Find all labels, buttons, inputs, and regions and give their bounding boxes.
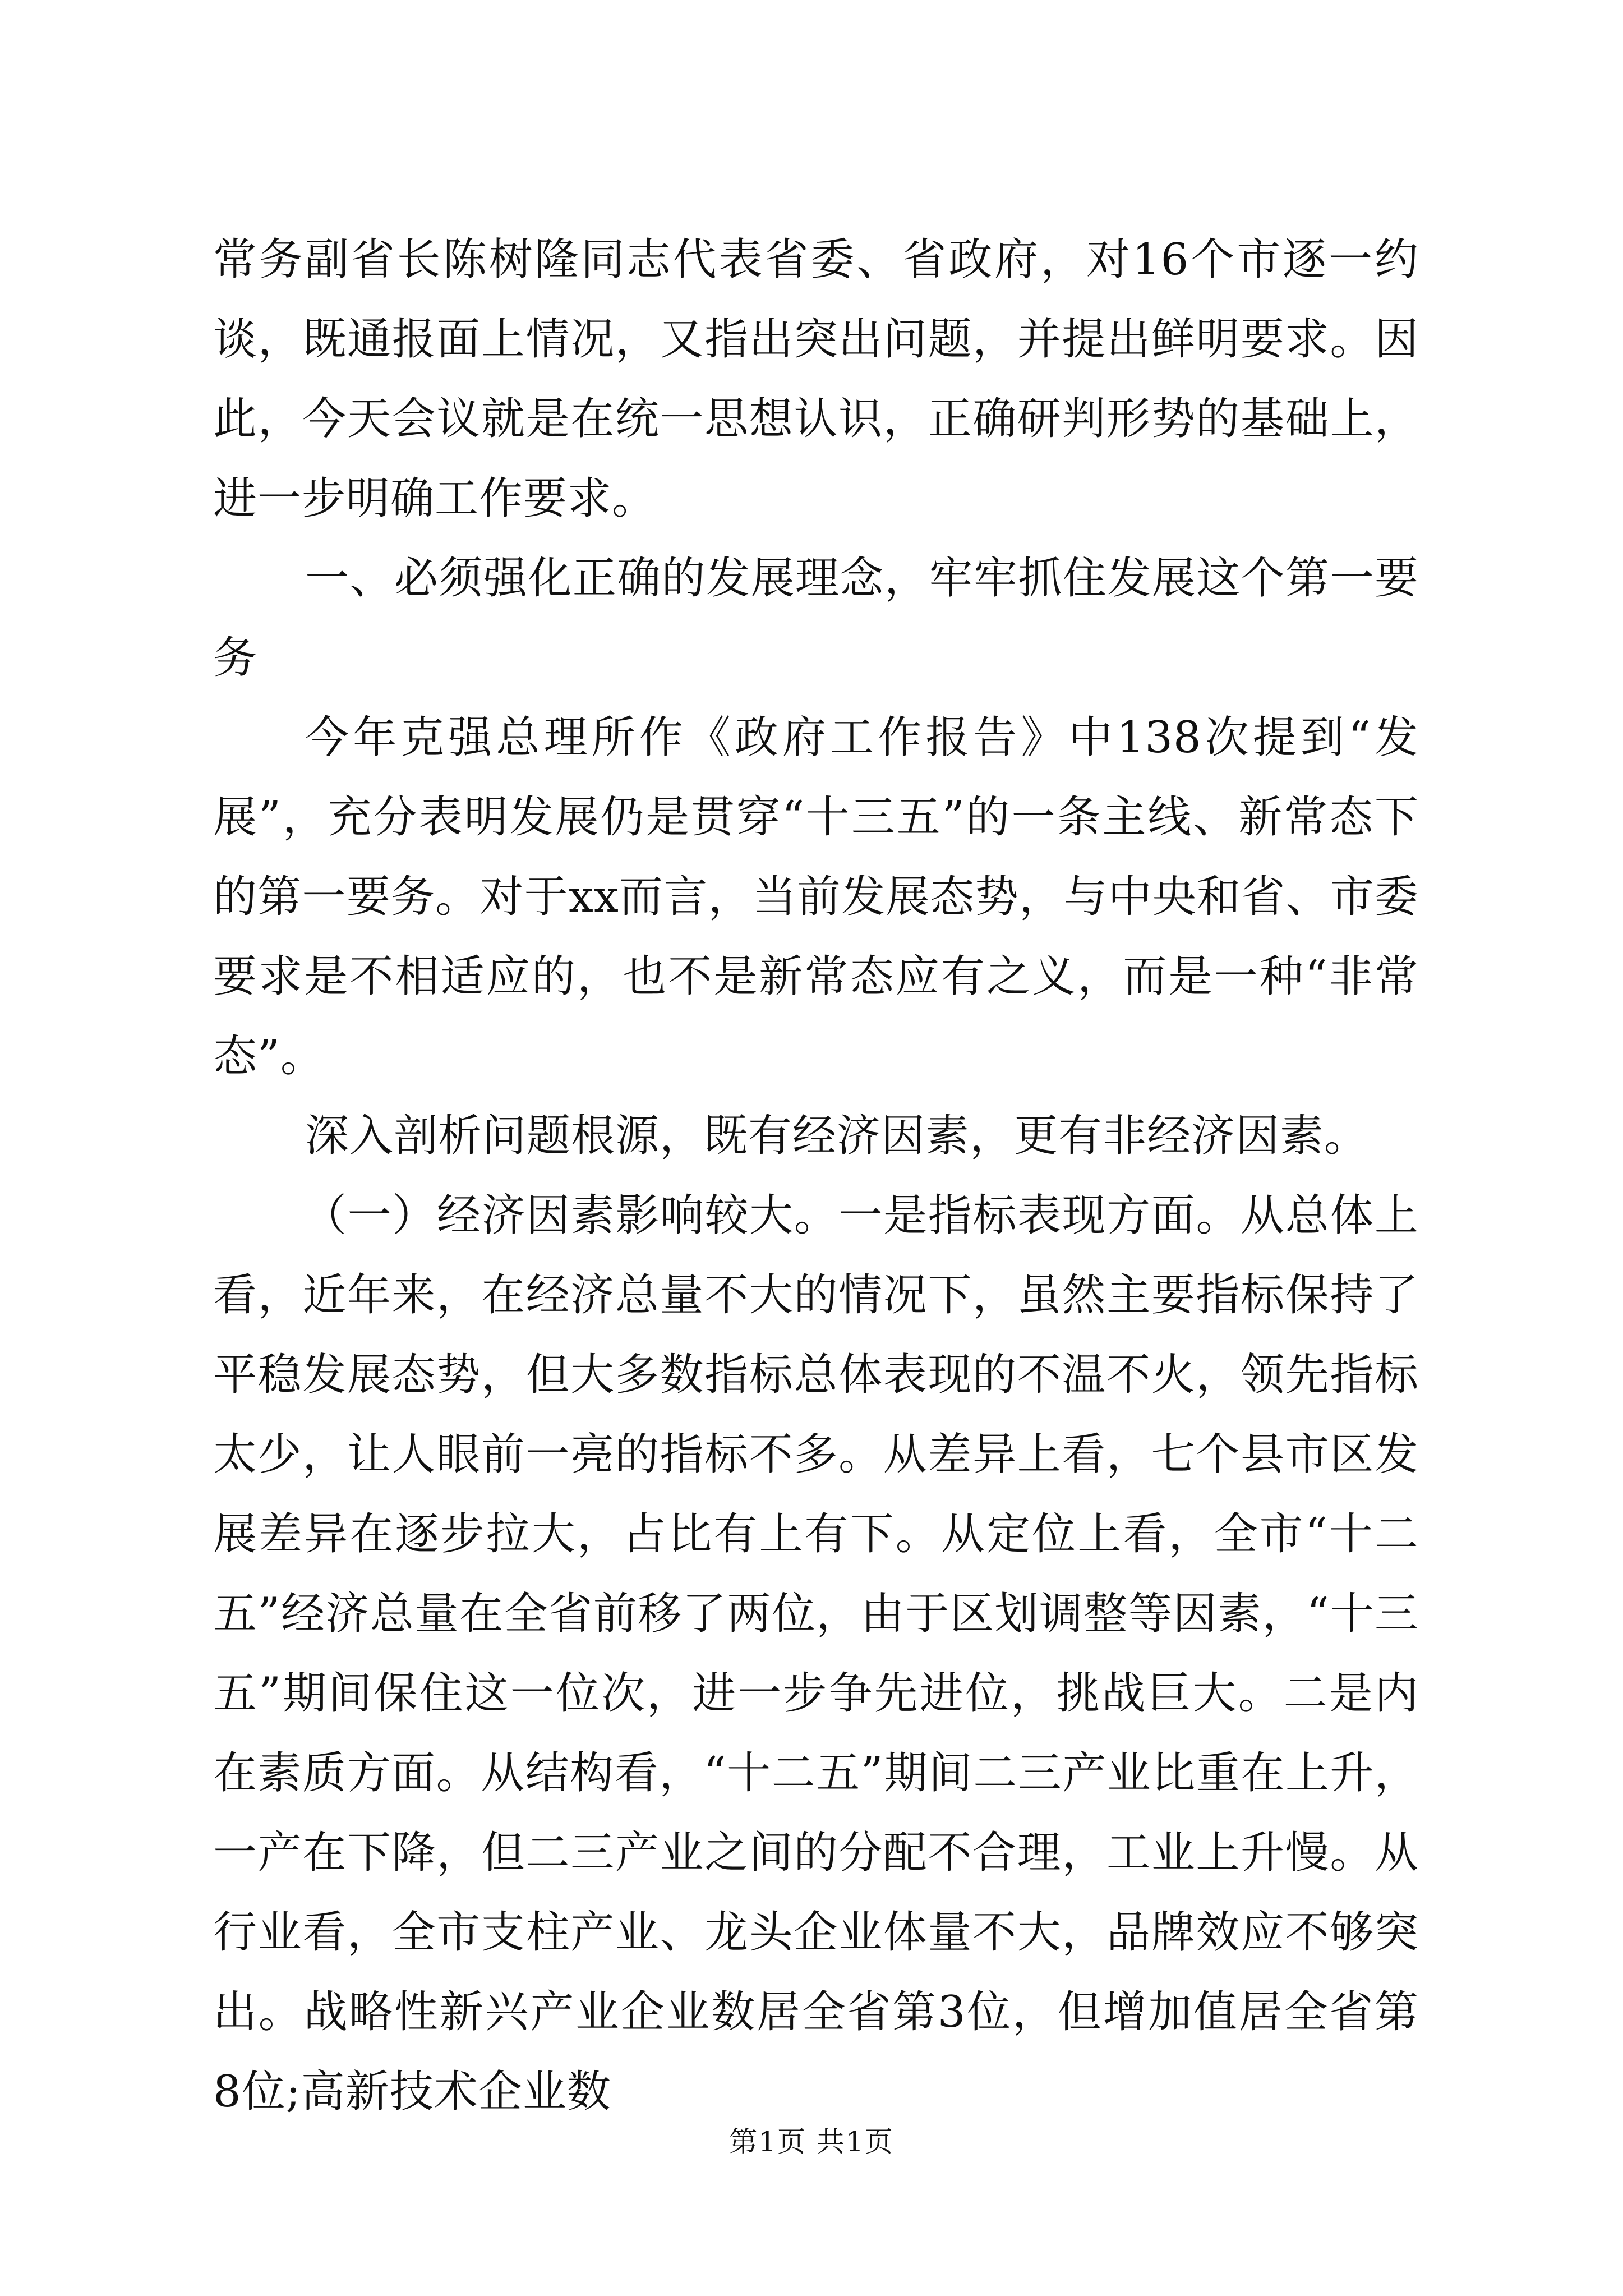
section-heading-one: 一、必须强化正确的发展理念，牢牢抓住发展这个第一要务 xyxy=(213,553,1419,683)
paragraph-analysis: 深入剖析问题根源，既有经济因素，更有非经济因素。 xyxy=(305,1111,1369,1161)
document-body xyxy=(213,220,1419,2132)
paragraph-economic-factors: （一）经济因素影响较大。一是指标表现方面。从总体上看，近年来，在经济总量不大的情况下，虽然主要指标保持了平稳发展态势，但大多数指标总体表现的不温不火，领先指标太少，让人眼前一亮的指标不多。从差异上看，七个县市区发展差异在逐步拉大，占比有上有下。从定位上看，全市“十二五”经济总量在全省前移了两位，由于区划调整等因素，“十三五”期间保住这一位次，进一步争先进位，挑战巨大。二是内在素质方面。从结构看，“十二五”期间二三产业比重在上升，一产在下降，但二三产业之间的分配不合理，工业上升慢。从行业看，全市支柱产业、龙头企业体量不大，品牌效应不够突出。战略性新兴产业企业数居全省第3位，但增加值居全省第8位;高新技术企业数 xyxy=(213,1190,1419,2117)
page-number-footer: 第1页 共1页 xyxy=(729,2125,894,2158)
paragraph-intro: 常务副省长陈树隆同志代表省委、省政府，对16个市逐一约谈，既通报面上情况，又指出突出问题，并提出鲜明要求。因此，今天会议就是在统一思想认识，正确研判形势的基础上，进一步明确工作要求。 xyxy=(213,234,1419,524)
paragraph-report: 今年克强总理所作《政府工作报告》中138次提到“发展”，充分表明发展仍是贯穿“十三五”的一条主线、新常态下的第一要务。对于xx而言，当前发展态势，与中央和省、市委要求是不相适应的，也不是新常态应有之义，而是一种“非常态”。 xyxy=(213,712,1419,1082)
